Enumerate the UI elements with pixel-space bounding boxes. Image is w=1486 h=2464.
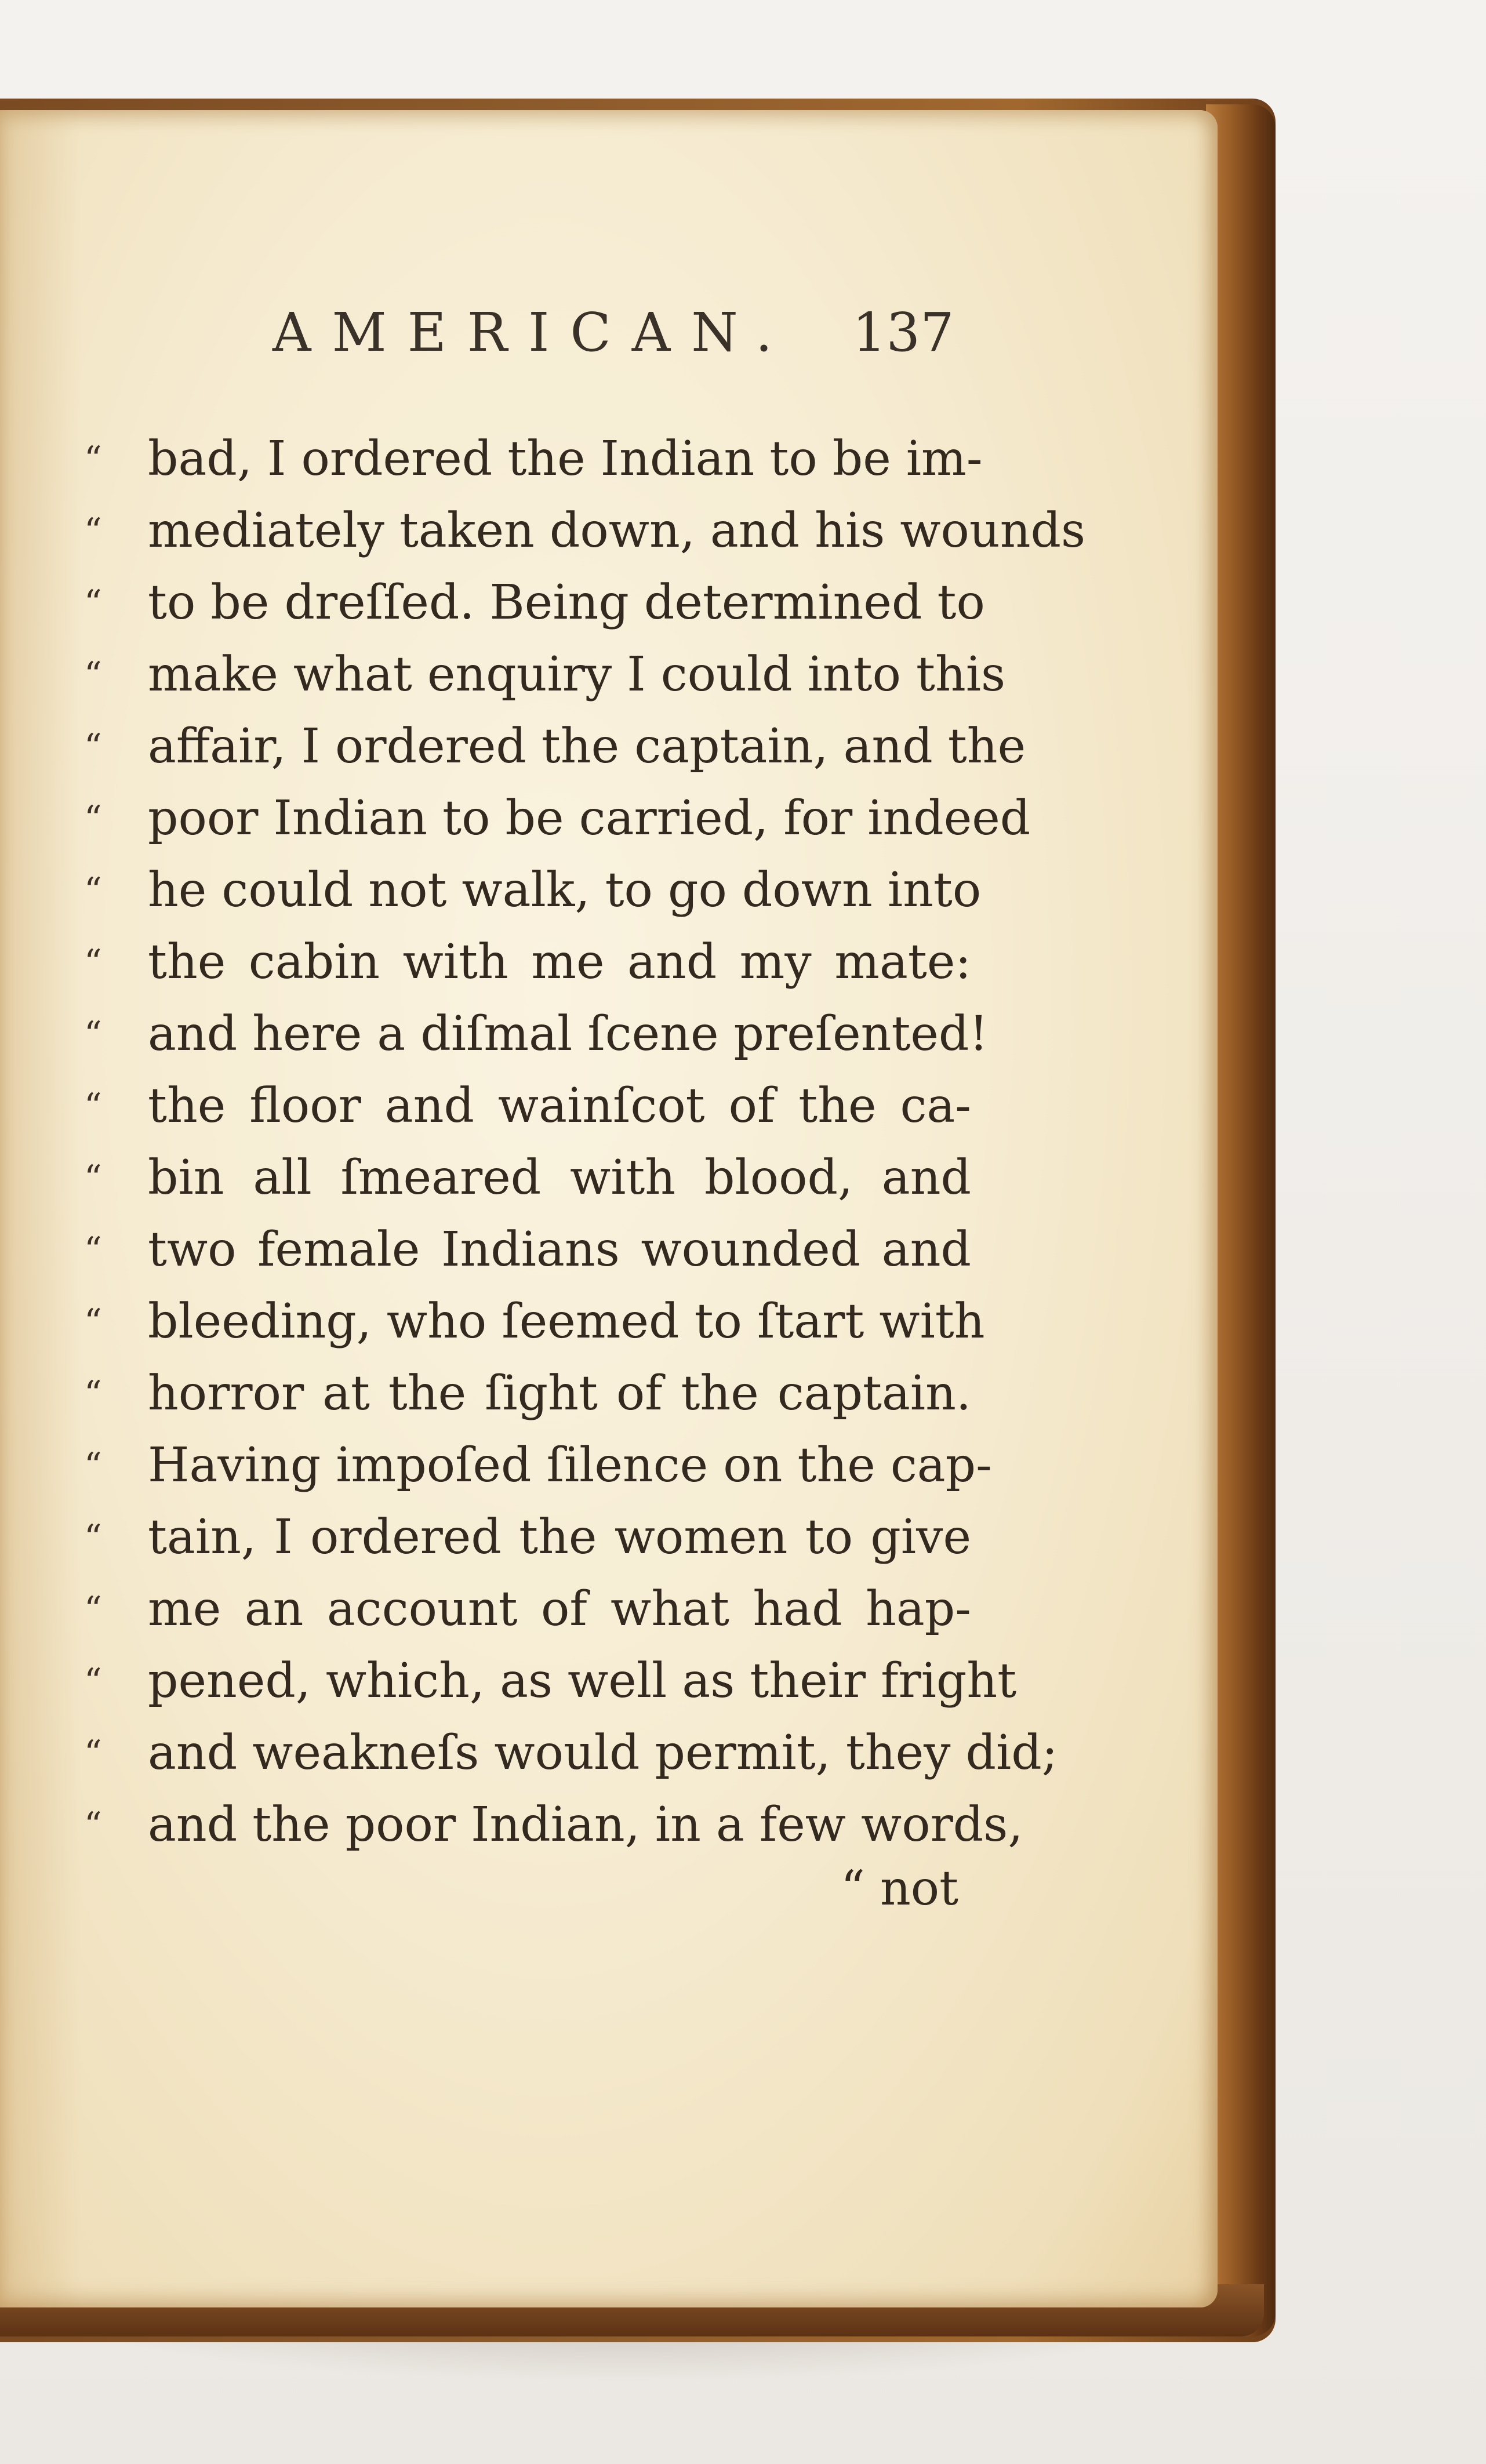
line-text: pened, which, as well as their fright: [148, 1653, 1017, 1709]
line-text: Having impoſed ſilence on the cap-: [148, 1438, 992, 1493]
line-text: bad, I ordered the Indian to be im-: [148, 431, 983, 486]
page-number: 137: [852, 301, 954, 364]
text-line: [84, 1214, 971, 1286]
line-text: he could not walk, to go down into: [148, 863, 982, 918]
quote-mark: “: [84, 655, 102, 695]
running-head: AMERICAN.: [273, 301, 794, 364]
quote-mark: “: [84, 1805, 102, 1845]
page-gutter: [0, 110, 81, 2307]
quote-mark: “: [84, 870, 102, 911]
line-text: tain, I ordered the women to give: [148, 1510, 971, 1565]
text-line: [84, 1358, 971, 1430]
body-text: [84, 423, 1086, 1861]
text-line: [84, 1430, 992, 1502]
text-line: [84, 1070, 971, 1142]
text-line: [84, 855, 982, 926]
line-text: and the poor Indian, in a few words,: [148, 1797, 1023, 1852]
text-line: [84, 1645, 1017, 1717]
line-text: to be dreſſed. Being determined to: [148, 575, 985, 630]
line-text: the cabin with me and my mate:: [148, 935, 971, 990]
quote-mark: “: [84, 798, 102, 839]
text-line: [84, 495, 1086, 567]
text-line: [84, 783, 1031, 855]
catchword: “ not: [841, 1861, 959, 1916]
quote-mark: “: [84, 1733, 102, 1774]
text-line: [84, 1789, 1023, 1861]
line-text: the floor and wainſcot of the ca-: [148, 1078, 971, 1133]
line-text: and here a diſmal ſcene preſented!: [148, 1006, 989, 1062]
quote-mark: “: [84, 583, 102, 623]
text-line: [84, 567, 985, 639]
text-line: [84, 998, 989, 1070]
line-text: poor Indian to be carried, for indeed: [148, 791, 1031, 846]
line-text: and weakneſs would permit, they did;: [148, 1725, 1058, 1780]
quote-mark: “: [84, 511, 102, 551]
line-text: bleeding, who ſeemed to ſtart with: [148, 1294, 985, 1349]
text-line: [84, 1142, 971, 1214]
text-line: [84, 1717, 1058, 1789]
quote-mark: “: [84, 1373, 102, 1414]
quote-mark: “: [84, 1589, 102, 1630]
line-text: mediately taken down, and his wounds: [148, 503, 1086, 558]
line-text: make what enquiry I could into this: [148, 647, 1006, 702]
quote-mark: “: [84, 726, 102, 767]
text-line: [84, 423, 983, 495]
line-text: bin all ſmeared with blood, and: [148, 1150, 971, 1205]
quote-mark: “: [84, 1661, 102, 1702]
page-header: [273, 301, 968, 371]
text-line: [84, 926, 971, 998]
quote-mark: “: [84, 942, 102, 983]
text-line: [84, 711, 1026, 783]
text-line: [84, 1502, 971, 1573]
quote-mark: “: [84, 1302, 102, 1342]
quote-mark: “: [84, 1230, 102, 1270]
line-text: two female Indians wounded and: [148, 1222, 971, 1277]
text-line: [84, 639, 1006, 711]
quote-mark: “: [84, 1014, 102, 1055]
text-line: [84, 1573, 971, 1645]
quote-mark: “: [84, 1445, 102, 1486]
quote-mark: “: [84, 1086, 102, 1126]
line-text: me an account of what had hap-: [148, 1582, 971, 1637]
line-text: affair, I ordered the captain, and the: [148, 719, 1026, 774]
quote-mark: “: [84, 1158, 102, 1198]
quote-mark: “: [84, 1517, 102, 1558]
quote-mark: “: [84, 439, 102, 479]
text-line: [84, 1286, 985, 1358]
line-text: horror at the ſight of the captain.: [148, 1366, 971, 1421]
